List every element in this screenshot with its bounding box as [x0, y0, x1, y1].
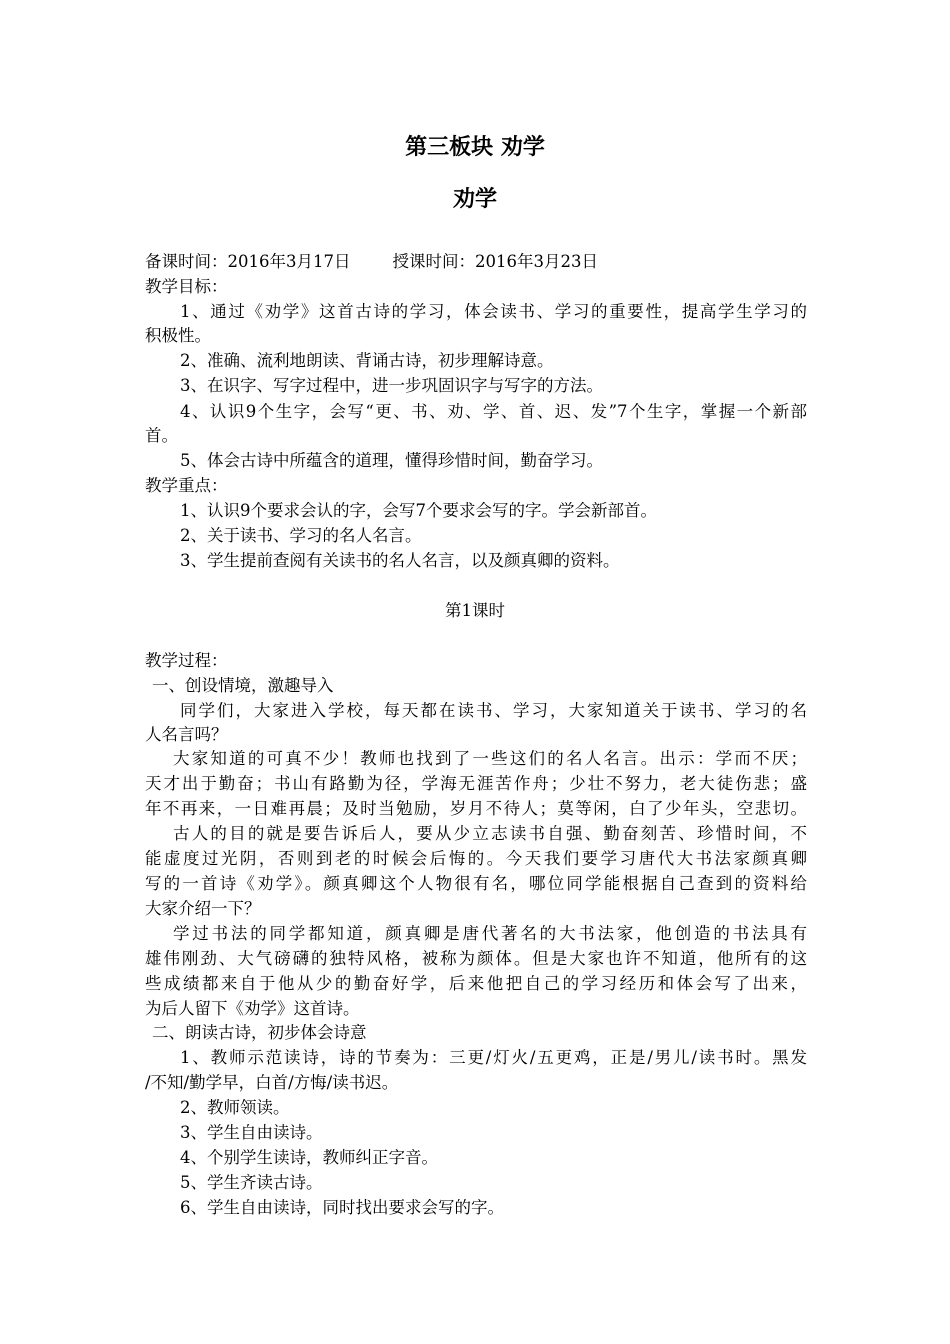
para-3-line-2: 能虚度过光阴，否则到老的时候会后悔的。今天我们要学习唐代大书法家颜真卿 [145, 849, 807, 868]
para-4-line-3: 些成绩都来自于他从少的勤奋好学，后来他把自己的学习经历和体会写了出来， [145, 974, 807, 993]
para-3-line-3: 写的一首诗《劝学》。颜真卿这个人物很有名，哪位同学能根据自己查到的资料给 [145, 874, 807, 893]
step-1-title: 一、创设情境，激趣导入 [152, 676, 334, 695]
time-info-line [145, 250, 815, 274]
step-2-item-3: 3、学生自由读诗。 [180, 1123, 323, 1142]
focus-item-2: 2、关于读书、学习的名人名言。 [180, 526, 422, 545]
para-2-line-3: 年不再来，一日难再晨；及时当勉励，岁月不待人；莫等闲，白了少年头，空悲切。 [145, 799, 807, 818]
step-2-item-1-line-2: /不知/勤学早，白首/方悔/读书迟。 [145, 1073, 399, 1092]
para-3-line-1: 古人的目的就是要告诉后人，要从少立志读书自强、勤奋刻苦、珍惜时间，不 [173, 824, 807, 843]
para-4-line-4: 为后人留下《劝学》这首诗。 [145, 999, 360, 1018]
goal-1-line-2: 积极性。 [145, 326, 211, 345]
step-2-title: 二、朗读古诗，初步体会诗意 [152, 1023, 367, 1042]
step-2-item-4: 4、个别学生读诗，教师纠正字音。 [180, 1148, 438, 1167]
process-label: 教学过程： [145, 651, 228, 670]
goal-3: 3、在识字、写字过程中，进一步巩固识字与写字的方法。 [180, 376, 603, 395]
para-1-line-1: 同学们，大家进入学校，每天都在读书、学习，大家知道关于读书、学习的名 [180, 701, 807, 720]
focus-label: 教学重点： [145, 476, 228, 495]
goals-label: 教学目标： [145, 277, 228, 296]
step-2-item-5: 5、学生齐读古诗。 [180, 1173, 323, 1192]
section-title: 第三板块 劝学 [405, 135, 545, 160]
teach-time: 授课时间：2016年3月23日 [392, 252, 598, 271]
goal-4-line-1: 4、认识9个生字，会写“更、书、劝、学、首、迟、发”7个生字，掌握一个新部 [180, 402, 807, 421]
goal-2: 2、准确、流利地朗读、背诵古诗，初步理解诗意。 [180, 351, 554, 370]
focus-item-1: 1、认识9个要求会认的字，会写7个要求会写的字。学会新部首。 [180, 501, 657, 520]
step-2-item-2: 2、教师领读。 [180, 1098, 290, 1117]
para-4-line-1: 学过书法的同学都知道，颜真卿是唐代著名的大书法家，他创造的书法具有 [173, 924, 807, 943]
goal-4-line-2: 首。 [145, 426, 178, 445]
goal-1-line-1: 1、通过《劝学》这首古诗的学习，体会读书、学习的重要性，提高学生学习的 [180, 302, 807, 321]
lesson-period: 第1课时 [445, 601, 505, 620]
prep-time: 备课时间：2016年3月17日 [145, 252, 351, 271]
para-2-line-2: 天才出于勤奋；书山有路勤为径，学海无涯苦作舟；少壮不努力，老大徒伤悲；盛 [145, 774, 807, 793]
para-1-line-2: 人名言吗？ [145, 725, 228, 744]
para-4-line-2: 雄伟刚劲、大气磅礴的独特风格，被称为颜体。但是大家也许不知道，他所有的这 [145, 949, 807, 968]
focus-item-3: 3、学生提前查阅有关读书的名人名言，以及颜真卿的资料。 [180, 551, 620, 570]
step-2-item-1-line-1: 1、教师示范读诗，诗的节奏为：三更/灯火/五更鸡，正是/男儿/读书时。黑发 [180, 1048, 807, 1067]
para-3-line-4: 大家介绍一下？ [145, 899, 261, 918]
goal-5: 5、体会古诗中所蕴含的道理，懂得珍惜时间，勤奋学习。 [180, 451, 603, 470]
para-2-line-1: 大家知道的可真不少！教师也找到了一些这们的名人名言。出示：学而不厌； [173, 749, 807, 768]
step-2-item-6: 6、学生自由读诗，同时找出要求会写的字。 [180, 1198, 504, 1217]
lesson-title: 劝学 [452, 187, 497, 212]
